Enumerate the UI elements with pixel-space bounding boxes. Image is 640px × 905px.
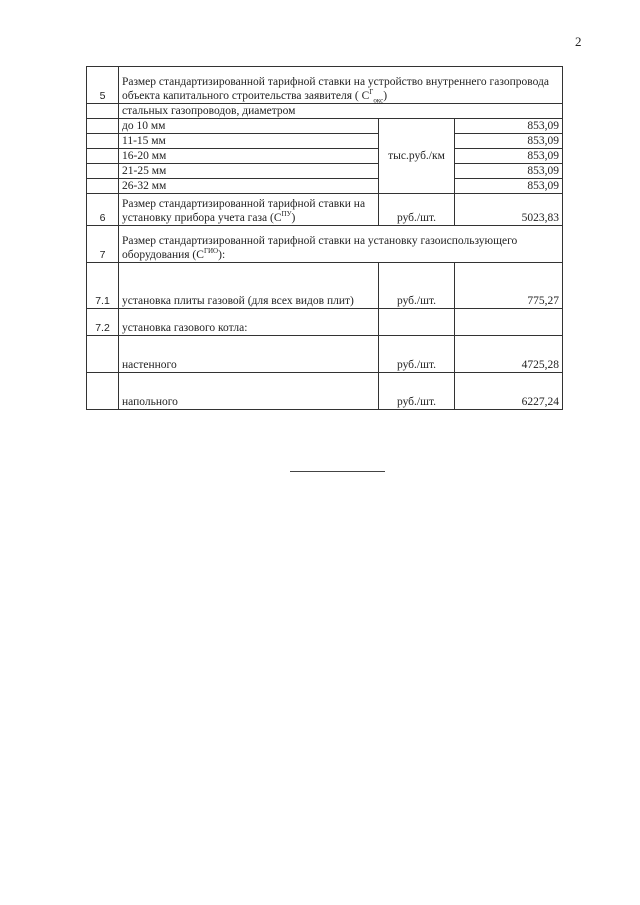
row-description: 16-20 мм: [119, 149, 379, 164]
unit-cell: руб./шт.: [379, 263, 455, 309]
unit-cell: руб./шт.: [379, 336, 455, 373]
row-description: Размер стандартизированной тарифной ставки на устройство внутреннего газопровода объекта капитального строительства заявителя ( $С^Г_{окс}$): [119, 67, 563, 104]
row-description: 21-25 мм: [119, 164, 379, 179]
row-description: Размер стандартизированной тарифной ставки на установку прибора учета газа $(С^{ПУ})$: [119, 194, 379, 226]
unit-cell: руб./шт.: [379, 373, 455, 410]
row-description: до 10 мм: [119, 119, 379, 134]
empty-cell: [87, 336, 119, 373]
row-description: 26-32 мм: [119, 179, 379, 194]
unit-cell: руб./шт.: [379, 194, 455, 226]
row-description: установка плиты газовой (для всех видов плит): [119, 263, 379, 309]
table-row: [87, 67, 563, 104]
table-row: [87, 226, 563, 263]
row-number: 5: [87, 67, 119, 104]
value-cell: 6227,24: [455, 373, 563, 410]
empty-cell: [87, 149, 119, 164]
table-row: [87, 373, 563, 410]
closing-rule: [290, 471, 385, 472]
table-row: [87, 309, 563, 336]
table-row: [87, 149, 563, 164]
row-description: 11-15 мм: [119, 134, 379, 149]
table-row: [87, 263, 563, 309]
empty-cell: [87, 373, 119, 410]
table-row: [87, 336, 563, 373]
tariff-table: [86, 66, 563, 410]
value-cell: 775,27: [455, 263, 563, 309]
value-cell: 853,09: [455, 164, 563, 179]
row-description: настенного: [119, 336, 379, 373]
value-cell: 4725,28: [455, 336, 563, 373]
table-row: [87, 179, 563, 194]
empty-cell: [87, 179, 119, 194]
value-cell: 853,09: [455, 179, 563, 194]
value-cell: 853,09: [455, 119, 563, 134]
table-row: [87, 104, 563, 119]
empty-cell: [87, 164, 119, 179]
unit-cell: тыс.руб./км: [379, 119, 455, 194]
row-number: 7: [87, 226, 119, 263]
table-row: [87, 194, 563, 226]
value-cell: 853,09: [455, 149, 563, 164]
empty-cell: [455, 309, 563, 336]
row-description: напольного: [119, 373, 379, 410]
table-row: [87, 119, 563, 134]
empty-cell: [379, 309, 455, 336]
row-description: Размер стандартизированной тарифной ставки на установку газоиспользующего оборудования $(С^{ГИО})$:: [119, 226, 563, 263]
table-row: [87, 134, 563, 149]
row-description: установка газового котла:: [119, 309, 379, 336]
empty-cell: [87, 104, 119, 119]
value-cell: 853,09: [455, 134, 563, 149]
empty-cell: [87, 119, 119, 134]
row-number: 6: [87, 194, 119, 226]
row-number: 7.2: [87, 309, 119, 336]
page-number: 2: [575, 34, 582, 49]
empty-cell: [87, 134, 119, 149]
row-number: 7.1: [87, 263, 119, 309]
row-description: стальных газопроводов, диаметром: [119, 104, 563, 119]
value-cell: 5023,83: [455, 194, 563, 226]
table-row: [87, 164, 563, 179]
